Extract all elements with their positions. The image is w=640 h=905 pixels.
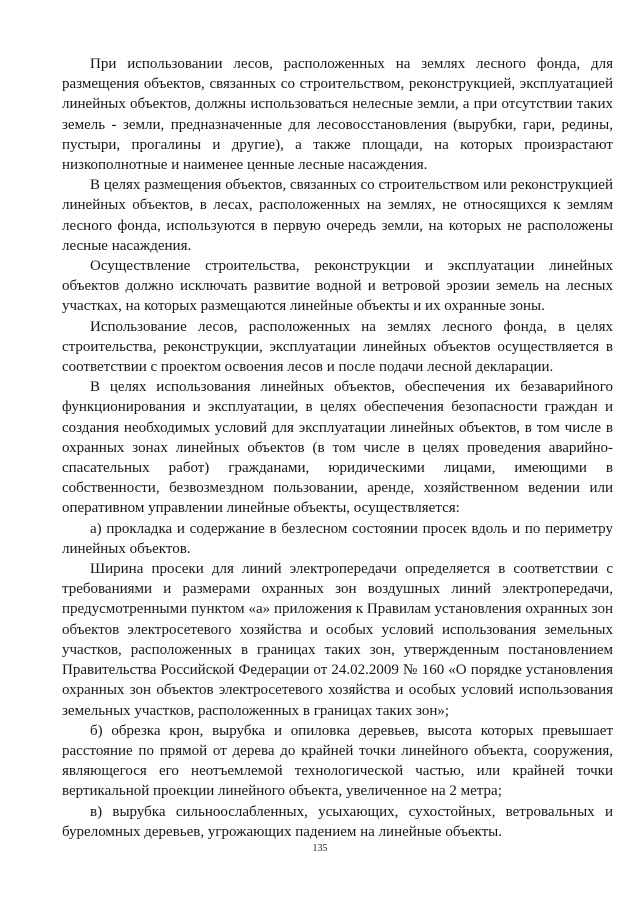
paragraph: Использование лесов, расположенных на землях лесного фонда, в целях строительства, реконструкции, эксплуатации линейных объектов осуществляется в соответствии с проектом освоения лесов и после подачи лесной декларации. [62,318,613,376]
paragraph: При использовании лесов, расположенных на землях лесного фонда, для размещения объектов, связанных со строительством, реконструкцией, эксплуатацией линейных объектов, должны использоваться нелесные земли, а при отсутствии таких земель - земли, предназначенные для лесовосстановления (вырубки, гари, редины, пустыри, прогалины и другие), а также площади, на которых произрастают низкополнотные и наименее ценные лесные насаждения. [62,56,613,174]
paragraph: В целях использования линейных объектов, обеспечения их безаварийного функционирования и эксплуатации, в целях обеспечения безопасности граждан и создания необходимых условий для эксплуатации линейных объектов, в том числе в охранных зонах линейных объектов (в том числе в целях проведения аварийно-спасательных работ) гражданами, юридическими лицами, имеющими в собственности, безвозмездном пользовании, аренде, хозяйственном ведении или оперативном управлении линейные объекты, осуществляется: [62,379,613,517]
paragraph: в) вырубка сильноослабленных, усыхающих, сухостойных, ветровальных и буреломных деревьев, угрожающих падением на линейные объекты. [62,803,613,840]
paragraph: Осуществление строительства, реконструкции и эксплуатации линейных объектов должно исключать развитие водной и ветровой эрозии земель на лесных участках, на которых размещаются линейные объекты и их охранные зоны. [62,258,613,315]
paragraph: В целях размещения объектов, связанных со строительством или реконструкцией линейных объектов, в лесах, расположенных на землях, не относящихся к землям лесного фонда, используются в первую очередь земли, на которых не расположены лесные насаждения. [62,177,613,254]
paragraph: а) прокладка и содержание в безлесном состоянии просек вдоль и по периметру линейных объектов. [62,520,613,557]
document-body [62,54,613,842]
paragraph: Ширина просеки для линий электропередачи определяется в соответствии с требованиями и размерами охранных зон воздушных линий электропередачи, предусмотренными пунктом «а» приложения к Правилам установления охранных зон объектов электросетевого хозяйства и особых условий использования земельных участков, расположенных в границах таких зон, утвержденным постановлением Правительства Российской Федерации от 24.02.2009 № 160 «О порядке установления охранных зон объектов электросетевого хозяйства и особых условий использования земельных участков, расположенных в границах таких зон»; [62,561,613,719]
page-number: 135 [312,843,328,854]
paragraph: б) обрезка крон, вырубка и опиловка деревьев, высота которых превышает расстояние по прямой от дерева до крайней точки линейного объекта, сооружения, являющегося его неотъемлемой технологической частью, или крайней точки вертикальной проекции линейного объекта, увеличенное на 2 метра; [62,722,613,800]
